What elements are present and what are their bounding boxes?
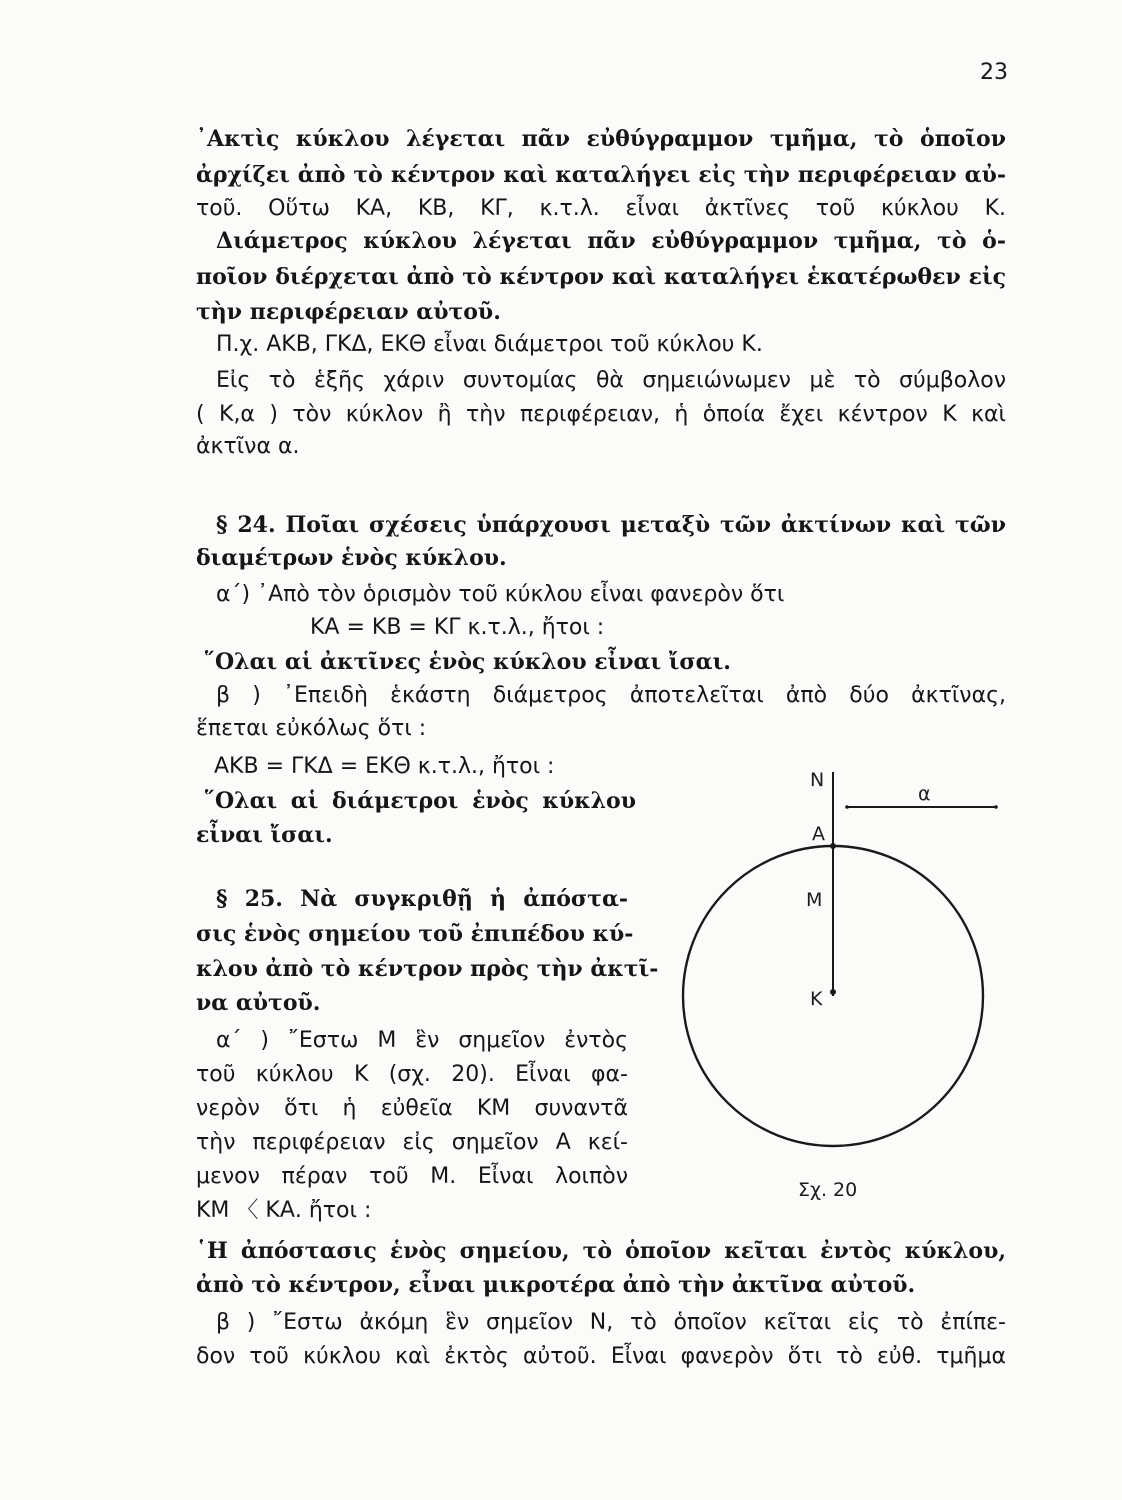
label-m: Μ bbox=[806, 889, 823, 911]
segment-alpha-start bbox=[845, 805, 849, 809]
section-heading: § 25. Νὰ συγκριθῇ ἡ ἀπόστα- bbox=[216, 886, 628, 912]
text-line: ( Κ,α ) τὸν κύκλον ἢ τὴν περιφέρειαν, ἡ ὁποία ἔχει κέντρον Κ καὶ bbox=[196, 402, 1006, 427]
text-line: Εἰς τὸ ἑξῆς χάριν συντομίας θὰ σημειώνωμεν μὲ τὸ σύμβολον bbox=[216, 368, 1006, 393]
label-k: Κ bbox=[810, 988, 823, 1010]
text-line: Π.χ. ΑΚΒ, ΓΚΔ, ΕΚΘ εἶναι διάμετροι τοῦ κύκλου Κ. bbox=[216, 332, 763, 357]
text-line: β ) ῎Εστω ἀκόμη ἓν σημεῖον Ν, τὸ ὁποῖον κεῖται εἰς τὸ ἐπίπε- bbox=[216, 1310, 1006, 1335]
text-line: ποῖον διέρχεται ἀπὸ τὸ κέντρον καὶ καταλήγει ἑκατέρωθεν εἰς bbox=[196, 264, 1006, 290]
text-line: τοῦ. Οὕτω ΚΑ, ΚΒ, ΚΓ, κ.τ.λ. εἶναι ἀκτῖνες τοῦ κύκλου Κ. bbox=[196, 196, 1006, 221]
text-line: α΄) ᾿Απὸ τὸν ὁρισμὸν τοῦ κύκλου εἶναι φανερὸν ὅτι bbox=[216, 582, 785, 607]
text-line: Διάμετρος κύκλου λέγεται πᾶν εὐθύγραμμον τμῆμα, τὸ ὁ- bbox=[216, 228, 1006, 254]
point-k bbox=[830, 989, 836, 995]
page-number: 23 bbox=[980, 60, 1008, 85]
section-heading: διαμέτρων ἑνὸς κύκλου. bbox=[196, 545, 507, 571]
equation-line: ΚΑ = ΚΒ = ΚΓ κ.τ.λ., ἤτοι : bbox=[310, 615, 605, 640]
text-line: μενον πέραν τοῦ Μ. Εἶναι λοιπὸν bbox=[196, 1164, 628, 1189]
figure-20 bbox=[660, 760, 1020, 1220]
label-n: Ν bbox=[810, 769, 825, 791]
label-a: Α bbox=[812, 823, 825, 845]
figure-caption: Σχ. 20 bbox=[798, 1179, 858, 1201]
segment-alpha-end bbox=[994, 805, 998, 809]
text-line: τὴν περιφέρειαν αὐτοῦ. bbox=[196, 299, 501, 325]
label-alpha: α bbox=[918, 783, 931, 805]
point-a bbox=[830, 843, 836, 849]
section-heading: § 24. Ποῖαι σχέσεις ὑπάρχουσι μεταξὺ τῶν ἀκτίνων καὶ τῶν bbox=[216, 512, 1006, 538]
text-line: τὴν περιφέρειαν εἰς σημεῖον Α κεί- bbox=[196, 1130, 628, 1155]
text-line: δον τοῦ κύκλου καὶ ἐκτὸς αὐτοῦ. Εἶναι φανερὸν ὅτι τὸ εὐθ. τμῆμα bbox=[196, 1344, 1006, 1369]
section-heading: να αὐτοῦ. bbox=[196, 990, 321, 1016]
theorem-line: ῾Η ἀπόστασις ἑνὸς σημείου, τὸ ὁποῖον κεῖται ἐντὸς κύκλου, bbox=[196, 1238, 1006, 1264]
text-line: β ) ᾿Επειδὴ ἑκάστη διάμετρος ἀποτελεῖται ἀπὸ δύο ἀκτῖνας, bbox=[216, 683, 1006, 708]
section-heading: σις ἑνὸς σημείου τοῦ ἐπιπέδου κύ- bbox=[196, 921, 634, 947]
text-line: τοῦ κύκλου Κ (σχ. 20). Εἶναι φα- bbox=[196, 1062, 628, 1087]
section-heading: κλου ἀπὸ τὸ κέντρον πρὸς τὴν ἀκτῖ- bbox=[196, 956, 659, 982]
text-line: α΄ ) ῎Εστω Μ ἓν σημεῖον ἐντὸς bbox=[216, 1028, 628, 1053]
equation-line: ΑΚΒ = ΓΚΔ = ΕΚΘ κ.τ.λ., ἤτοι : bbox=[214, 754, 555, 779]
theorem-line: ῞Ολαι αἱ ἀκτῖνες ἑνὸς κύκλου εἶναι ἴσαι. bbox=[204, 649, 731, 675]
theorem-line: εἶναι ἴσαι. bbox=[196, 822, 333, 848]
text-line: νερὸν ὅτι ἡ εὐθεῖα ΚΜ συναντᾶ bbox=[196, 1096, 628, 1121]
text-line: ΚΜ 〈 ΚΑ. ἤτοι : bbox=[196, 1198, 372, 1223]
theorem-line: ῞Ολαι αἱ διάμετροι ἑνὸς κύκλου bbox=[204, 788, 636, 814]
text-line: ἕπεται εὐκόλως ὅτι : bbox=[196, 716, 427, 741]
text-line: ᾿Ακτὶς κύκλου λέγεται πᾶν εὐθύγραμμον τμῆμα, τὸ ὁποῖον bbox=[196, 126, 1006, 152]
circle-diagram bbox=[660, 760, 1020, 1220]
text-line: ἀρχίζει ἀπὸ τὸ κέντρον καὶ καταλήγει εἰς τὴν περιφέρειαν αὐ- bbox=[196, 162, 1006, 188]
text-line: ἀκτῖνα α. bbox=[196, 434, 300, 459]
theorem-line: ἀπὸ τὸ κέντρον, εἶναι μικροτέρα ἀπὸ τὴν ἀκτῖνα αὐτοῦ. bbox=[196, 1272, 916, 1298]
